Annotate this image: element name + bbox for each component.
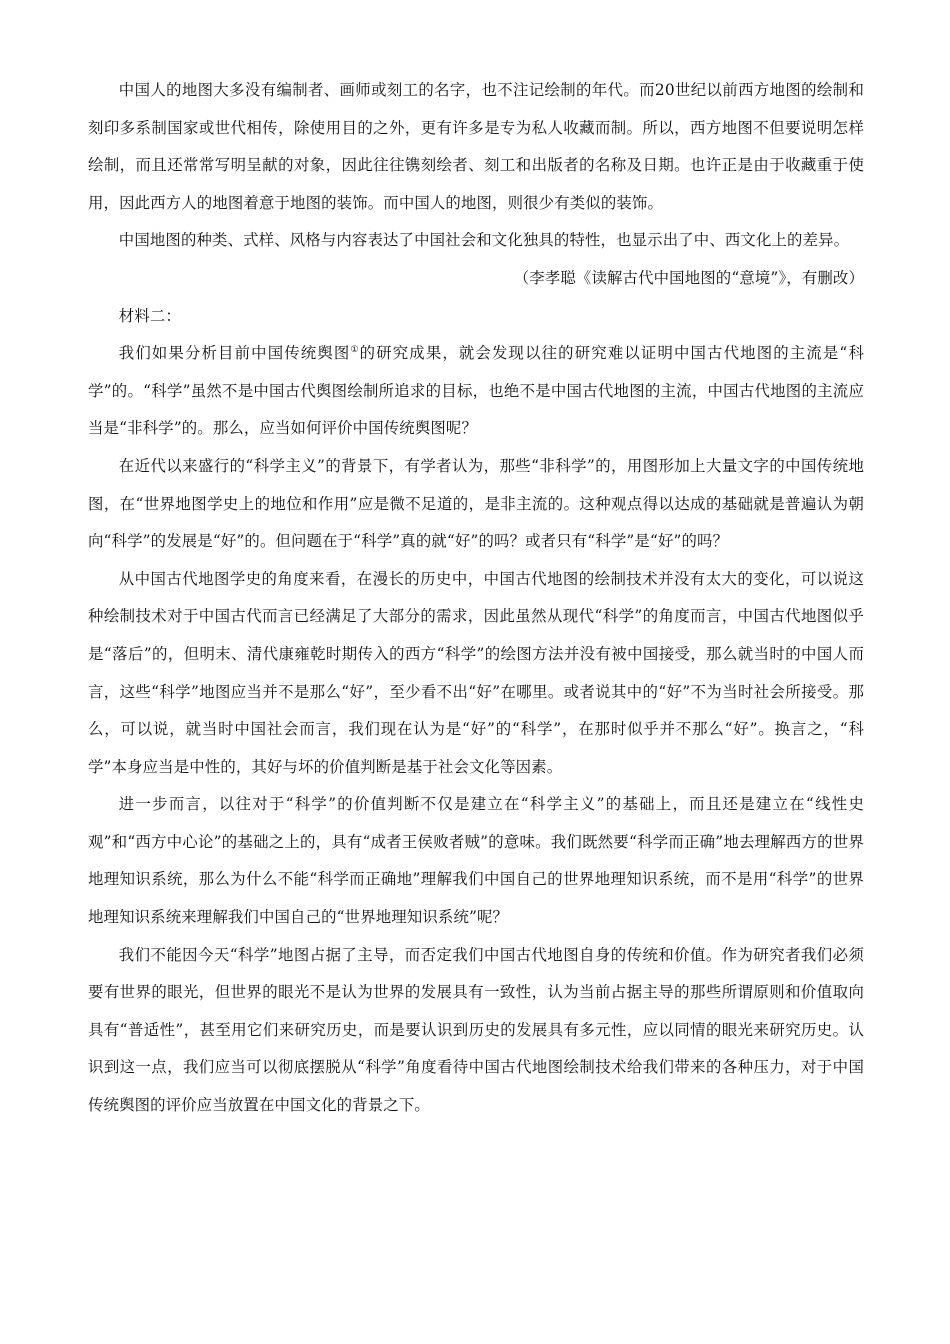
material1-paragraph-2: 中国地图的种类、式样、风格与内容表达了中国社会和文化独具的特性，也显示出了中、西文化上的差异。	[118, 231, 850, 250]
material2-paragraph-2: 在近代以来盛行的“科学主义”的背景下，有学者认为，那些“非科学”的，用图形加上大量文字的中国传统地图，在“世界地图学史上的地位和作用”应是微不足道的，是非主流的。这种观点得以达成的基础就是普遍认为朝向“科学”的发展是“好”的。但问题在于“科学”真的就“好”的吗？或者只有“科学”是“好”的吗？	[88, 456, 864, 551]
material2-paragraph-5: 我们不能因今天“科学”地图占据了主导，而否定我们中国古代地图自身的传统和价值。作为研究者我们必须要有世界的眼光，但世界的眼光不是认为世界的发展具有一致性，认为当前占据主导的那些所谓原则和价值取向具有“普适性”，甚至用它们来研究历史，而是要认识到历史的发展具有多元性，应以同情的眼光来研究历史。认识到这一点，我们应当可以彻底摆脱从“科学”角度看待中国古代地图绘制技术给我们带来的各种压力，对于中国传统舆图的评价应当放置在中国文化的背景之下。	[88, 945, 864, 1115]
material2-paragraph-4: 进一步而言，以往对于“科学”的价值判断不仅是建立在“科学主义”的基础上，而且还是建立在“线性史观”和“西方中心论”的基础之上的，具有“成者王侯败者贼”的意味。我们既然要“科学而正确”地去理解西方的世界地理知识系统，那么为什么不能“科学而正确地”理解我们中国自己的世界地理知识系统，而不是用“科学”的世界地理知识系统来理解我们中国自己的“世界地理知识系统”呢？	[88, 795, 864, 927]
material2-paragraph-1-text-a: 我们如果分析目前中国传统舆图	[118, 344, 351, 363]
material2-heading: 材料二：	[118, 306, 181, 325]
material2-paragraph-1	[88, 335, 864, 448]
material1-paragraph-1: 中国人的地图大多没有编制者、画师或刻工的名字，也不注记绘制的年代。而20世纪以前西方地图的绘制和刻印多系制国家或世代相传，除使用目的之外，更有许多是专为私人收藏而制。所以，西方地图不但要说明怎样绘制，而且还常常写明呈献的对象，因此往往镌刻绘者、刻工和出版者的名称及日期。也许正是由于收藏重于使用，因此西方人的地图着意于地图的装饰。而中国人的地图，则很少有类似的装饰。	[88, 81, 864, 212]
footnote-marker: ①	[350, 345, 360, 356]
material2-paragraph-3: 从中国古代地图学史的角度来看，在漫长的历史中，中国古代地图的绘制技术并没有太大的变化，可以说这种绘制技术对于中国古代而言已经满足了大部分的需求，因此虽然从现代“科学”的角度而言，中国古代地图似乎是“落后”的，但明末、清代康雍乾时期传入的西方“科学”的绘图方法并没有被中国接受，那么就当时的中国人而言，这些“科学”地图应当并不是那么“好”，至少看不出“好”在哪里。或者说其中的“好”不为当时社会所接受。那么，可以说，就当时中国社会而言，我们现在认为是“好”的“科学”，在那时似乎并不那么“好”。换言之，“科学”本身应当是中性的，其好与坏的价值判断是基于社会文化等因素。	[88, 569, 864, 776]
material2-paragraph-1-text-b: 的研究成果，就会发现以往的研究难以证明中国古代地图的主流是“科学”的。“科学”虽然不是中国古代舆图绘制所追求的目标，也绝不是中国古代地图的主流，中国古代地图的主流应当是“非科学”的。那么，应当如何评价中国传统舆图呢？	[88, 344, 864, 438]
material1-source-citation: （李孝聪《读解古代中国地图的“意境”》，有删改）	[513, 268, 864, 287]
document-page	[88, 72, 864, 1125]
